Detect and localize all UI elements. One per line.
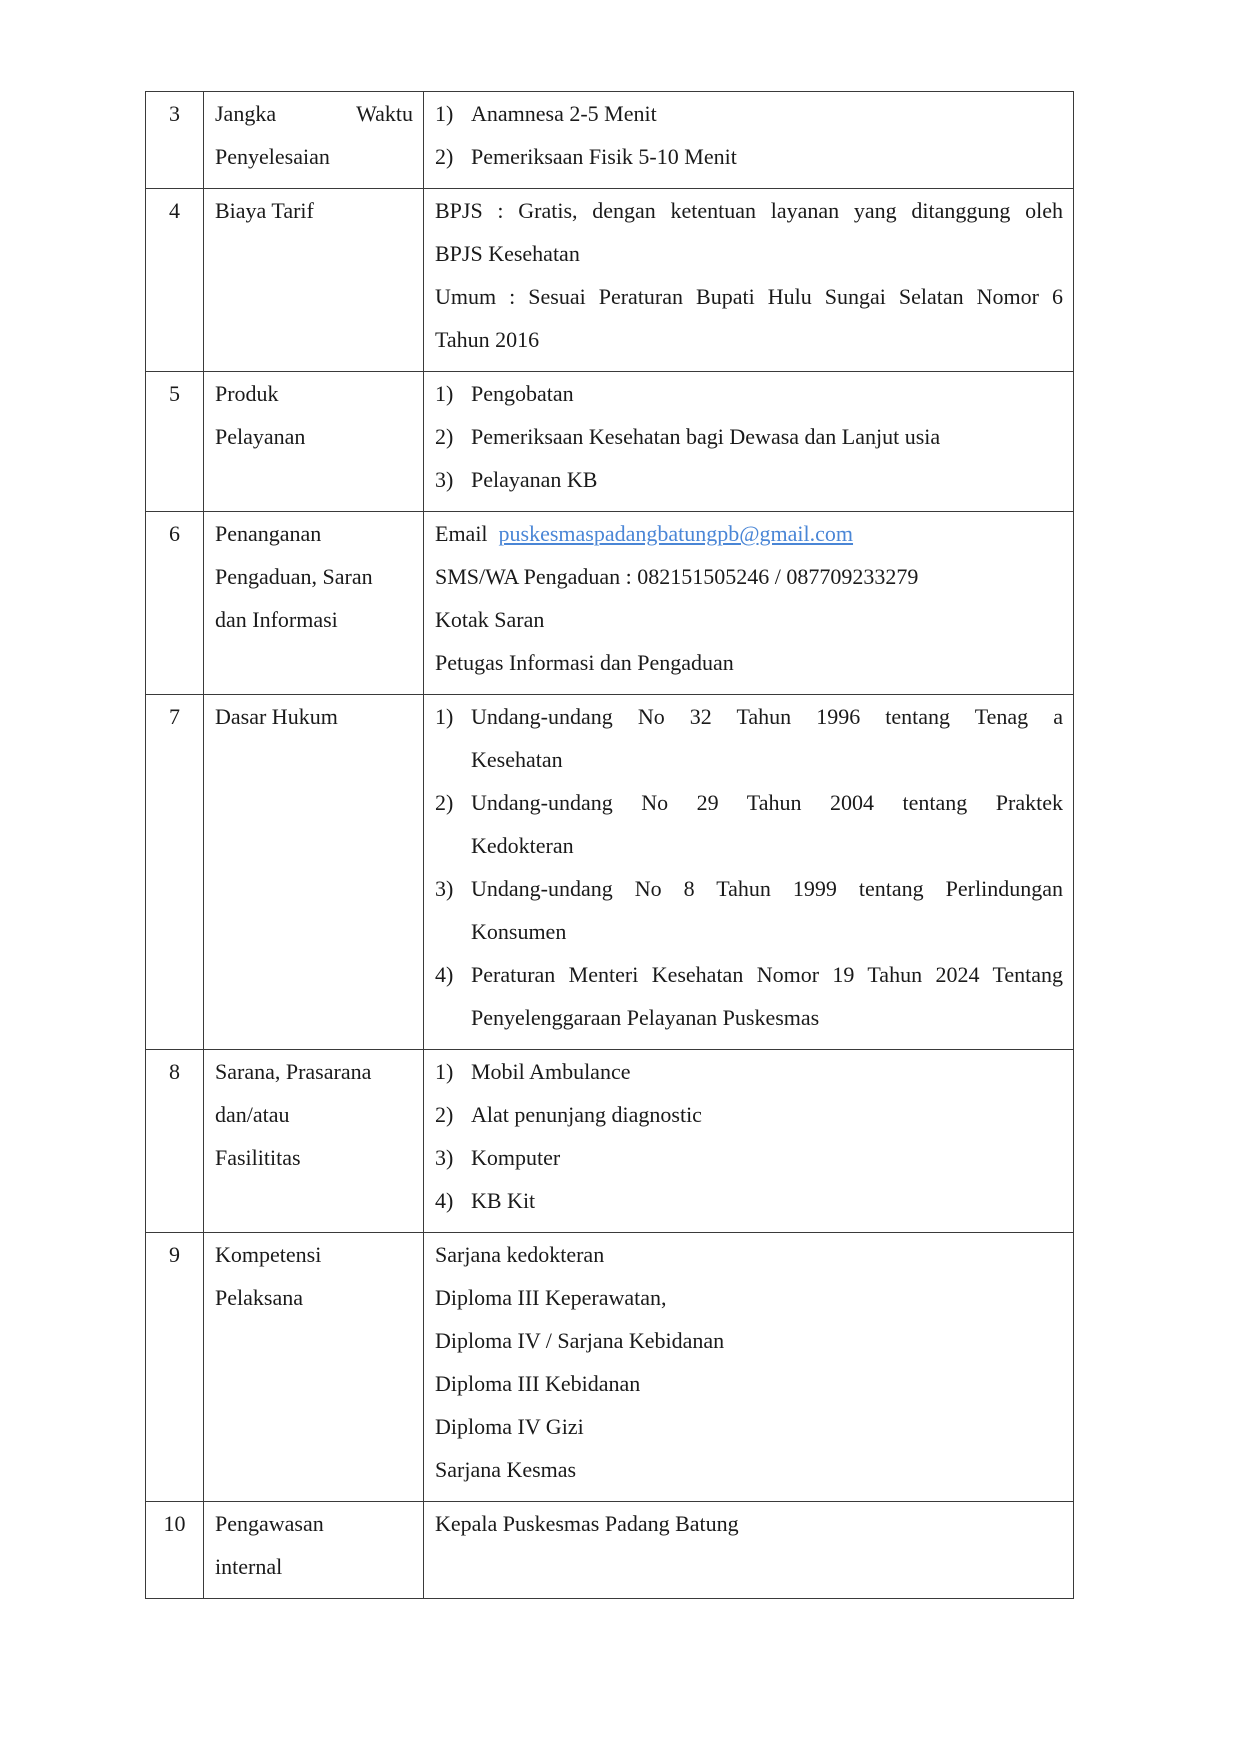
text-line: Diploma IV / Sarjana Kebidanan: [435, 1328, 725, 1353]
list-item: 2) Undang-undang No 29 Tahun 2004 tentang Praktek Kedokteran: [435, 790, 1063, 858]
text-line: Sarjana kedokteran: [435, 1242, 605, 1267]
text-line: Diploma IV Gizi: [435, 1414, 584, 1439]
description-cell: [424, 695, 1074, 1050]
row-number: 7: [146, 695, 204, 1050]
component-cell: [204, 695, 424, 1050]
table-row: [146, 92, 1074, 189]
list-item: 4) Peraturan Menteri Kesehatan Nomor 19 Tahun 2024 Tentang Penyelenggaraan Pelayanan Puskesmas: [435, 962, 1063, 1030]
row-number: 10: [146, 1502, 204, 1599]
component-cell: [204, 1502, 424, 1599]
email-link[interactable]: puskesmaspadangbatungpb@gmail.com: [498, 521, 854, 546]
text-line: Kotak Saran: [435, 607, 545, 632]
list-item: 2) Pemeriksaan Fisik 5-10 Menit: [435, 144, 737, 169]
list-item: 4) KB Kit: [435, 1188, 536, 1213]
text-line: Kepala Puskesmas Padang Batung: [435, 1511, 739, 1536]
component-label: Biaya Tarif: [215, 198, 314, 223]
description-cell: [424, 1502, 1074, 1599]
component-label: internal: [215, 1554, 283, 1579]
text-line: Sarjana Kesmas: [435, 1457, 577, 1482]
component-cell: [204, 512, 424, 695]
text-line: SMS/WA Pengaduan : 082151505246 / 087709233279: [435, 564, 919, 589]
list-item: 1) Anamnesa 2-5 Menit: [435, 101, 657, 126]
description-cell: [424, 372, 1074, 512]
description-cell: [424, 1233, 1074, 1502]
component-label: Pengawasan: [215, 1511, 324, 1536]
description-cell: [424, 92, 1074, 189]
text-line: Petugas Informasi dan Pengaduan: [435, 650, 734, 675]
service-standard-table: [145, 91, 1074, 1599]
text-line: Diploma III Kebidanan: [435, 1371, 641, 1396]
row-number: 5: [146, 372, 204, 512]
text-line: Diploma III Keperawatan,: [435, 1285, 667, 1310]
component-label: Pengaduan, Saran: [215, 564, 373, 589]
list-item: 2) Pemeriksaan Kesehatan bagi Dewasa dan Lanjut usia: [435, 424, 941, 449]
description-cell: [424, 1050, 1074, 1233]
component-cell: [204, 1233, 424, 1502]
component-label: Jangka Waktu: [215, 101, 413, 126]
component-cell: [204, 189, 424, 372]
component-label: Dasar Hukum: [215, 704, 338, 729]
component-label: Penanganan: [215, 521, 322, 546]
component-label: dan/atau: [215, 1102, 290, 1127]
row-number: 8: [146, 1050, 204, 1233]
list-item: 1) Undang-undang No 32 Tahun 1996 tentang Tenag a Kesehatan: [435, 704, 1063, 772]
component-label: Pelaksana: [215, 1285, 303, 1310]
row-number: 4: [146, 189, 204, 372]
row-number: 6: [146, 512, 204, 695]
list-item: 3) Komputer: [435, 1145, 561, 1170]
component-cell: [204, 92, 424, 189]
list-item: 1) Pengobatan: [435, 381, 574, 406]
component-label: Produk: [215, 381, 279, 406]
table-row: [146, 1050, 1074, 1233]
table-row: [146, 1233, 1074, 1502]
description-cell: [424, 189, 1074, 372]
text-line: BPJS Kesehatan: [435, 241, 580, 266]
table-row: [146, 1502, 1074, 1599]
list-item: 2) Alat penunjang diagnostic: [435, 1102, 702, 1127]
text-line: Tahun 2016: [435, 327, 540, 352]
text-line: Umum : Sesuai Peraturan Bupati Hulu Sungai Selatan Nomor 6: [435, 284, 1063, 309]
table-row: [146, 695, 1074, 1050]
table-row: [146, 189, 1074, 372]
component-label: dan Informasi: [215, 607, 338, 632]
table-row: [146, 372, 1074, 512]
list-item: 1) Mobil Ambulance: [435, 1059, 631, 1084]
table-row: [146, 512, 1074, 695]
component-cell: [204, 1050, 424, 1233]
email-label: Email: [435, 521, 488, 546]
component-label: Sarana, Prasarana: [215, 1059, 372, 1084]
component-label: Fasilititas: [215, 1145, 301, 1170]
component-label: Kompetensi: [215, 1242, 322, 1267]
row-number: 9: [146, 1233, 204, 1502]
list-item: 3) Undang-undang No 8 Tahun 1999 tentang Perlindungan Konsumen: [435, 876, 1063, 944]
text-line: BPJS : Gratis, dengan ketentuan layanan yang ditanggung oleh: [435, 198, 1063, 223]
email-line: [435, 512, 1063, 555]
description-cell: [424, 512, 1074, 695]
list-item: 3) Pelayanan KB: [435, 467, 598, 492]
component-label: Penyelesaian: [215, 144, 330, 169]
component-label: Pelayanan: [215, 424, 306, 449]
component-cell: [204, 372, 424, 512]
row-number: 3: [146, 92, 204, 189]
